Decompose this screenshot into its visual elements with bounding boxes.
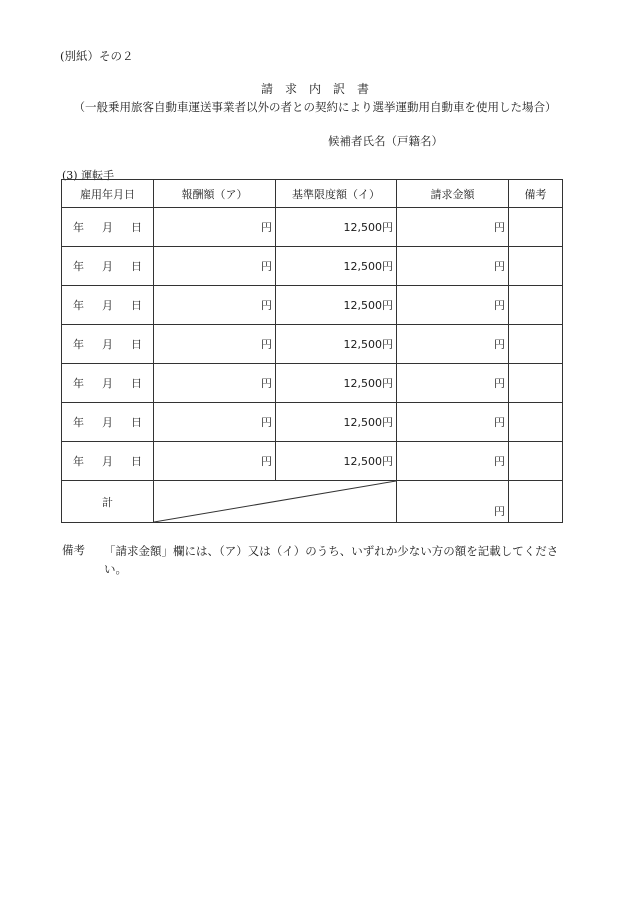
document-subtitle: （一般乗用旅客自動車運送事業者以外の者との契約により選挙運動用自動車を使用した場合） [73,100,557,114]
note-label: 備考 [62,543,85,557]
limit-amount-cell [276,325,397,364]
day-label: 日 [131,260,142,273]
claim-table [61,179,563,523]
total-blank-cell [154,481,397,523]
month-label: 月 [102,260,113,273]
reward-unit: 円 [261,221,272,234]
total-remarks-cell [509,481,563,523]
claim-amount-cell[interactable] [397,247,509,286]
claim-unit: 円 [494,377,505,390]
reward-amount-cell[interactable] [154,247,276,286]
year-label: 年 [73,377,84,390]
table-row [62,403,563,442]
employment-date-cell[interactable] [62,247,154,286]
table-row [62,286,563,325]
candidate-name-label: 候補者氏名（戸籍名） [328,134,443,148]
year-label: 年 [73,338,84,351]
reward-amount-cell[interactable] [154,364,276,403]
year-label: 年 [73,416,84,429]
header-employment-date: 雇用年月日 [62,180,154,208]
day-label: 日 [131,221,142,234]
document-title: 請求内訳書 [260,82,381,96]
claim-amount-cell[interactable] [397,442,509,481]
remarks-cell[interactable] [509,208,563,247]
diagonal-slash [154,481,396,522]
employment-date-cell[interactable] [62,364,154,403]
claim-unit: 円 [494,299,505,312]
limit-unit: 円 [382,377,393,390]
section-label: (3) 運転手 [62,169,115,182]
claim-amount-cell[interactable] [397,286,509,325]
claim-amount-cell[interactable] [397,364,509,403]
day-label: 日 [131,455,142,468]
reward-amount-cell[interactable] [154,325,276,364]
claim-unit: 円 [494,260,505,273]
remarks-cell[interactable] [509,403,563,442]
remarks-cell[interactable] [509,442,563,481]
limit-amount-value: 12,500 [343,299,382,312]
reward-unit: 円 [261,338,272,351]
limit-unit: 円 [382,299,393,312]
limit-amount-value: 12,500 [343,455,382,468]
header-limit-amount: 基準限度額（イ） [276,180,397,208]
month-label: 月 [102,377,113,390]
month-label: 月 [102,221,113,234]
year-label: 年 [73,299,84,312]
month-label: 月 [102,416,113,429]
claim-unit: 円 [494,338,505,351]
reward-unit: 円 [261,260,272,273]
month-label: 月 [102,338,113,351]
remarks-cell[interactable] [509,247,563,286]
total-amount-cell[interactable] [397,481,509,523]
limit-amount-cell [276,364,397,403]
limit-unit: 円 [382,338,393,351]
total-unit: 円 [494,505,505,518]
month-label: 月 [102,455,113,468]
employment-date-cell[interactable] [62,286,154,325]
header-claim-amount: 請求金額 [397,180,509,208]
reward-unit: 円 [261,299,272,312]
limit-amount-cell [276,286,397,325]
total-label: 計 [62,481,154,523]
table-row [62,325,563,364]
day-label: 日 [131,299,142,312]
employment-date-cell[interactable] [62,442,154,481]
remarks-cell[interactable] [509,286,563,325]
limit-amount-cell [276,442,397,481]
day-label: 日 [131,338,142,351]
reward-amount-cell[interactable] [154,208,276,247]
total-row [62,481,563,523]
claim-amount-cell[interactable] [397,208,509,247]
claim-amount-cell[interactable] [397,325,509,364]
annex-label: (別紙）その２ [60,49,134,63]
header-reward-amount: 報酬額（ア） [154,180,276,208]
reward-unit: 円 [261,377,272,390]
table-row [62,364,563,403]
limit-amount-value: 12,500 [343,416,382,429]
limit-amount-value: 12,500 [343,338,382,351]
reward-amount-cell[interactable] [154,286,276,325]
limit-amount-cell [276,247,397,286]
limit-amount-cell [276,403,397,442]
limit-amount-cell [276,208,397,247]
limit-unit: 円 [382,260,393,273]
limit-unit: 円 [382,221,393,234]
employment-date-cell[interactable] [62,208,154,247]
employment-date-cell[interactable] [62,325,154,364]
claim-unit: 円 [494,416,505,429]
year-label: 年 [73,221,84,234]
reward-unit: 円 [261,455,272,468]
table-row [62,208,563,247]
limit-amount-value: 12,500 [343,260,382,273]
remarks-cell[interactable] [509,325,563,364]
reward-amount-cell[interactable] [154,403,276,442]
limit-amount-value: 12,500 [343,221,382,234]
claim-unit: 円 [494,455,505,468]
note-text: 「請求金額」欄には、（ア）又は（イ）のうち、いずれか少ない方の額を記載してください。 [104,544,559,576]
reward-amount-cell[interactable] [154,442,276,481]
claim-amount-cell[interactable] [397,403,509,442]
claim-unit: 円 [494,221,505,234]
remarks-cell[interactable] [509,364,563,403]
day-label: 日 [131,416,142,429]
day-label: 日 [131,377,142,390]
reward-unit: 円 [261,416,272,429]
header-remarks: 備考 [509,180,563,208]
month-label: 月 [102,299,113,312]
year-label: 年 [73,455,84,468]
limit-unit: 円 [382,416,393,429]
limit-amount-value: 12,500 [343,377,382,390]
limit-unit: 円 [382,455,393,468]
table-row [62,442,563,481]
employment-date-cell[interactable] [62,403,154,442]
year-label: 年 [73,260,84,273]
table-row [62,247,563,286]
table-header-row [62,180,563,208]
